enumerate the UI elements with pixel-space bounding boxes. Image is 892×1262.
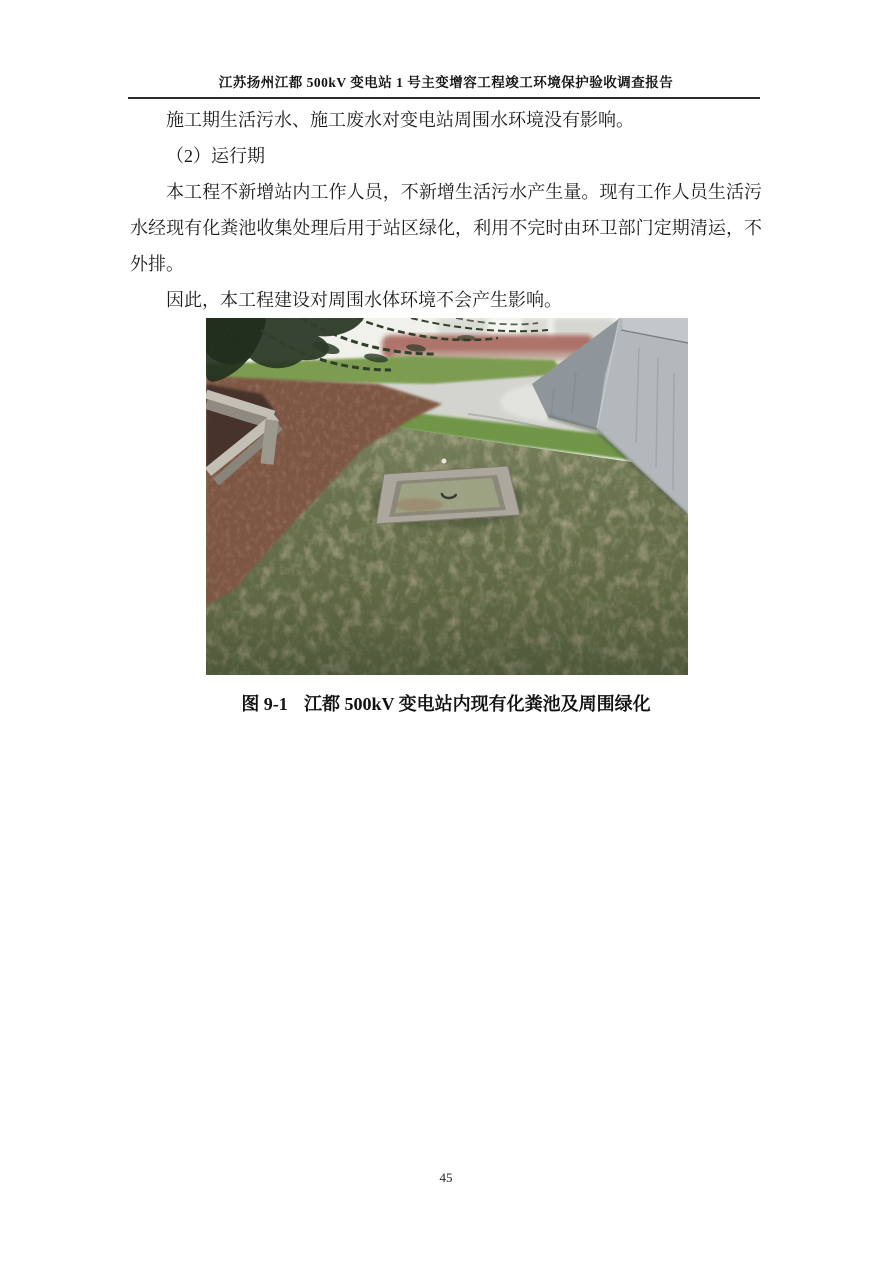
figure-photo bbox=[206, 318, 688, 675]
photo-grain bbox=[206, 318, 688, 675]
paragraph-line: 水经现有化粪池收集处理后用于站区绿化，利用不完时由环卫部门定期清运，不 bbox=[130, 218, 762, 238]
page-number: 45 bbox=[439, 1170, 453, 1185]
paragraph-line: 本工程不新增站内工作人员，不新增生活污水产生量。现有工作人员生活污 bbox=[166, 182, 762, 202]
paragraph-conclusion: 因此，本工程建设对周围水体环境不会产生影响。 bbox=[166, 290, 562, 310]
paragraph-operation-period-heading: （2）运行期 bbox=[166, 146, 265, 166]
paragraph-construction-period: 施工期生活污水、施工废水对变电站周围水环境没有影响。 bbox=[166, 110, 634, 130]
figure-caption-text: 江都 500kV 变电站内现有化粪池及周围绿化 bbox=[304, 694, 651, 714]
paragraph-line: 外排。 bbox=[130, 254, 184, 274]
body-text bbox=[130, 102, 762, 318]
header-rule bbox=[128, 97, 760, 99]
paragraph-operation-period-body bbox=[130, 174, 762, 282]
site-photo bbox=[206, 318, 688, 675]
figure-caption-label: 图 9-1 bbox=[241, 694, 288, 714]
page-header-title: 江苏扬州江都 500kV 变电站 1 号主变增容工程竣工环境保护验收调查报告 bbox=[218, 75, 674, 90]
figure-caption bbox=[0, 690, 892, 716]
